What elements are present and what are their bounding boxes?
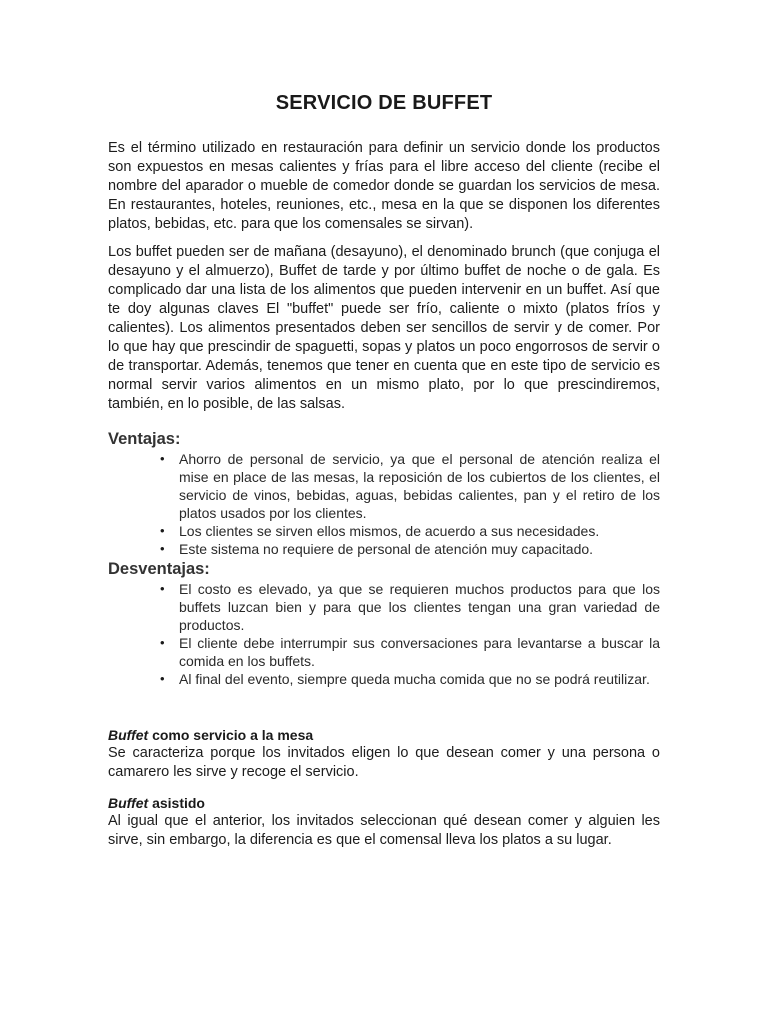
list-item (160, 540, 660, 558)
bullet-icon: • (160, 451, 165, 466)
assisted-heading-italic: Buffet (108, 795, 149, 811)
advantages-heading: Ventajas: (108, 430, 181, 448)
disadvantages-heading: Desventajas: (108, 560, 210, 578)
list-item (160, 634, 660, 670)
list-item-text: El costo es elevado, ya que se requieren muchos productos para que los buffets luzcan bien y para que los clientes tengan una gran variedad de productos. (179, 581, 660, 633)
list-item-text: Este sistema no requiere de personal de atención muy capacitado. (179, 541, 594, 557)
table-service-heading (108, 726, 660, 744)
assisted-heading (108, 794, 660, 812)
types-paragraph: Los buffet pueden ser de mañana (desayuno), el denominado brunch (que conjuga el desayuno y el almuerzo), Buffet de tarde y por último buffet de noche o de gala. Es complicado dar una lista de los alimentos que pueden intervenir en un buffet. Así que te doy algunas claves El "buffet" puede ser frío, caliente o mixto (platos fríos y calientes). Los alimentos presentados deben ser sencillos de servir y de comer. Por lo que hay que prescindir de spaguetti, sopas y platos un poco engorrosos de servir o de transportar. Además, tenemos que tener en cuenta que en este tipo de servicio es normal servir varios alimentos en un mismo plato, por lo que prescindiremos, también, en lo posible, de las salsas. (108, 244, 660, 412)
list-item (160, 522, 660, 540)
list-item (160, 670, 660, 688)
advantages-list (108, 450, 660, 558)
assisted-text: Al igual que el anterior, los invitados seleccionan qué desean comer y alguien les sirve, sin embargo, la diferencia es que el comensal lleva los platos a su lugar. (108, 813, 660, 848)
bullet-icon: • (160, 541, 165, 556)
table-service-heading-italic: Buffet (108, 727, 149, 743)
list-item (160, 450, 660, 522)
table-service-heading-rest: como servicio a la mesa (148, 727, 314, 743)
list-item-text: El cliente debe interrumpir sus conversaciones para levantarse a buscar la comida en los buffets. (179, 635, 660, 669)
list-item-text: Al final del evento, siempre queda mucha comida que no se podrá reutilizar. (179, 671, 650, 687)
assisted-heading-rest: asistido (148, 795, 205, 811)
table-service-text: Se caracteriza porque los invitados eligen lo que desean comer y una persona o camarero les sirve y recoge el servicio. (108, 745, 660, 780)
document-title: SERVICIO DE BUFFET (275, 92, 493, 114)
list-item-text: Ahorro de personal de servicio, ya que el personal de atención realiza el mise en place de las mesas, la reposición de los cubiertos de los clientes, el servicio de vinos, bebidas, aguas, bebidas calientes, pan y el retiro de los platos usados por los clientes. (179, 451, 660, 521)
disadvantages-list (108, 580, 660, 688)
list-item (160, 580, 660, 634)
intro-paragraph: Es el término utilizado en restauración para definir un servicio donde los productos son expuestos en mesas calientes y frías para el libre acceso del cliente (recibe el nombre del aparador o mueble de comedor donde se guardan los servicios de mesa. En restaurantes, hoteles, reuniones, etc., mesa en la que se disponen los diferentes platos, bebidas, etc. para que los comensales se sirvan). (108, 140, 660, 232)
bullet-icon: • (160, 581, 165, 596)
bullet-icon: • (160, 671, 165, 686)
bullet-icon: • (160, 523, 165, 538)
bullet-icon: • (160, 635, 165, 650)
list-item-text: Los clientes se sirven ellos mismos, de acuerdo a sus necesidades. (179, 523, 600, 539)
